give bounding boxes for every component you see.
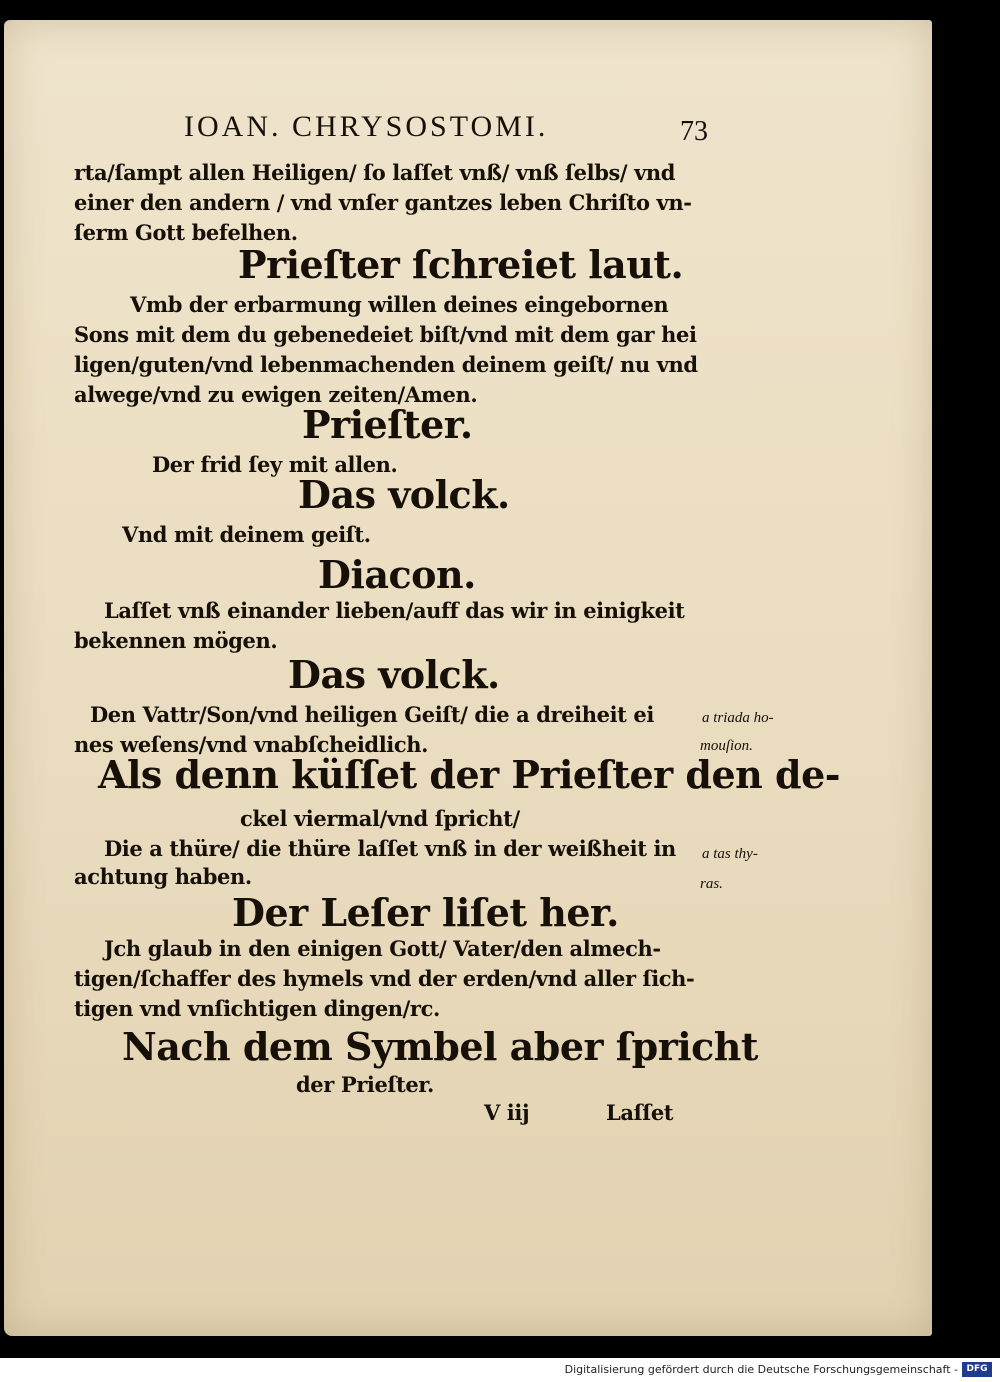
text-line: tigen vnd vnſichtigen dingen/rc. xyxy=(74,996,440,1021)
section-heading: Nach dem Symbel aber ſpricht xyxy=(122,1024,758,1069)
text-line: einer den andern / vnd vnſer gantzes leben Chriſto vn- xyxy=(74,190,692,215)
footer-credit: Digitalisierung gefördert durch die Deutsche Forschungsgemeinschaft - xyxy=(564,1363,958,1376)
text-line: rta/ſampt allen Heiligen/ ſo laſſet vnß/ vnß ſelbs/ vnd xyxy=(74,160,676,185)
text-line: ckel viermal/vnd ſpricht/ xyxy=(240,806,520,831)
margin-note: a triada ho- xyxy=(702,710,774,726)
running-head: IOAN. CHRYSOSTOMI. xyxy=(184,110,549,143)
text-line: Vnd mit deinem geiſt. xyxy=(122,522,371,547)
text-line: Sons mit dem du gebenedeiet biſt/vnd mit dem gar hei xyxy=(74,322,697,347)
text-line: bekennen mögen. xyxy=(74,628,278,653)
section-heading: Diacon. xyxy=(318,552,476,597)
text-line: Die a thüre/ die thüre laſſet vnß in der weißheit in xyxy=(104,836,676,861)
text-line: Laſſet vnß einander lieben/auff das wir in einigkeit xyxy=(104,598,685,623)
signature-mark: V iij xyxy=(484,1100,530,1125)
text-line: alwege/vnd zu ewigen zeiten/Amen. xyxy=(74,382,478,407)
text-line: nes weſens/vnd vnabſcheidlich. xyxy=(74,732,429,757)
text-line: achtung haben. xyxy=(74,864,252,889)
margin-note: mouſion. xyxy=(700,738,753,754)
page-number: 73 xyxy=(680,116,708,147)
text-line: der Prieſter. xyxy=(296,1072,434,1097)
section-heading: Das volck. xyxy=(298,472,510,517)
text-line: ſerm Gott befelhen. xyxy=(74,220,298,245)
section-heading: Der Leſer liſet her. xyxy=(232,890,619,935)
catchword: Laſſet xyxy=(606,1100,674,1125)
text-line: Vmb der erbarmung willen deines eingebornen xyxy=(130,292,669,317)
dfg-logo: DFG xyxy=(962,1362,992,1377)
section-heading: Als denn küſſet der Prieſter den de- xyxy=(98,752,841,797)
text-line: tigen/ſchaffer des hymels vnd der erden/vnd aller ſich- xyxy=(74,966,695,991)
section-heading: Prieſter. xyxy=(302,402,473,447)
section-heading: Prieſter ſchreiet laut. xyxy=(238,242,684,287)
text-line: Jch glaub in den einigen Gott/ Vater/den almech- xyxy=(104,936,661,961)
text-line: ligen/guten/vnd lebenmachenden deinem geiſt/ nu vnd xyxy=(74,352,698,377)
text-line: Den Vattr/Son/vnd heiligen Geiſt/ die a dreiheit ei xyxy=(90,702,654,727)
section-heading: Das volck. xyxy=(288,652,500,697)
text-line: Der frid ſey mit allen. xyxy=(152,452,398,477)
margin-note: a tas thy- xyxy=(702,846,758,862)
margin-note: ras. xyxy=(700,876,723,892)
